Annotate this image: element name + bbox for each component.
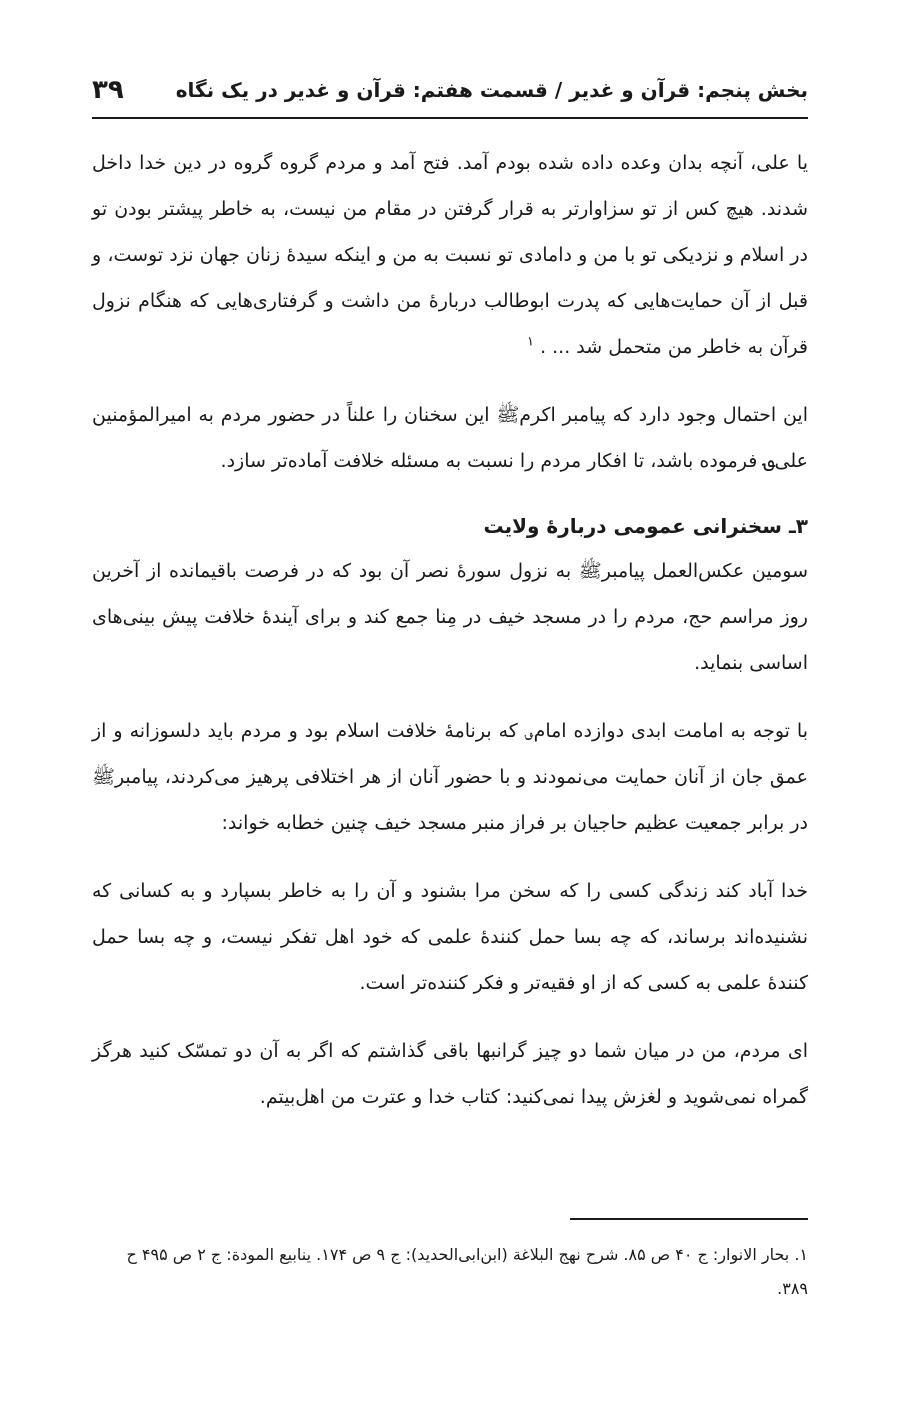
page-header: [92, 70, 808, 110]
section-heading: ۳ـ سخنرانی عمومی دربارهٔ ولایت: [483, 514, 808, 538]
running-head: بخش پنجم: قرآن و غدیر / قسمت هفتم: قرآن و غدیر در یک نگاه: [175, 78, 808, 102]
paragraph-twelve-imams: با توجه به امامت ابدی دوازده امام؈ که برنامهٔ خلافت اسلام بود و مردم باید دلسوزانه و از عمق جان از آنان حمایت می‌نمودند و با حضور آنان از هر اختلافی پرهیز می‌کردند، پیامبرﷺ در برابر جمعیت عظیم حاجیان بر فراز منبر مسجد خیف چنین خطابه خواند:: [92, 720, 808, 834]
footnote-rule: [570, 1218, 808, 1220]
paragraph-sermon-1: خدا آباد کند زندگی کسی را که سخن مرا بشنود و آن را به خاطر بسپارد و به کسانی که نشنیده‌اند برساند، که چه بسا حمل کنندهٔ علمی که خود اهل تفکر نیست، و چه بسا حمل کنندهٔ علمی به کسی که از او فقیه‌تر و فکر کننده‌تر است.: [92, 880, 808, 994]
footnotes: [92, 1238, 808, 1306]
paragraph-nasr-reaction: سومین عکس‌العمل پیامبرﷺ به نزول سورهٔ نصر آن بود که در فرصت باقیمانده از آخرین روز مراسم حج، مردم را در مسجد خیف در مِنا جمع کند و برای آیندهٔ خلافت پیش بینی‌های اساسی بنماید.: [92, 560, 808, 674]
paragraph-sermon-2: ای مردم، من در میان شما دو چیز گرانبها باقی گذاشتم که اگر به آن دو تمسّک کنید هرگز گمراه نمی‌شوید و لغزش پیدا نمی‌کنید: کتاب خدا و عترت من اهل‌بیتم.: [92, 1040, 808, 1108]
body-text: [92, 140, 808, 1120]
paragraph-text: یا علی، آنچه بدان وعده داده شده بودم آمد. فتح آمد و مردم گروه گروه در دین خدا داخل شدند. هیچ کس از تو سزاوارتر به قرار گرفتن در مقام من نیست، به خاطر پیشتر بودن تو در اسلام و نزدیکی تو با من و دامادی تو نسبت به من و اینکه سیدهٔ زنان جهان نزد توست، و قبل از آن حمایت‌هایی که پدرت ابوطالب دربارهٔ من داشت و گرفتاری‌هایی که هنگام نزول قرآن به خاطر من متحمل شد ... .: [92, 152, 808, 358]
footnote-1: ۱. بحار الانوار: ج ۴۰ ص ۸۵. شرح نهج البلاغة (ابن‌ابی‌الحدید): ج ۹ ص ۱۷۴. ینابیع المودة: ج ۲ ص ۴۹۵ ح ۳۸۹.: [126, 1245, 808, 1298]
header-rule: [92, 117, 808, 119]
page-number: ۳۹: [92, 75, 124, 105]
paragraph-commentary: این احتمال وجود دارد که پیامبر اکرمﷺ این سخنان را علناً در حضور مردم به امیرالمؤمنین علی؈ فرموده باشد، تا افکار مردم را نسبت به مسئله خلافت آماده‌تر سازد.: [92, 404, 808, 472]
footnote-reference: ۱: [527, 334, 535, 350]
paragraph-quote-ali: [92, 140, 808, 370]
